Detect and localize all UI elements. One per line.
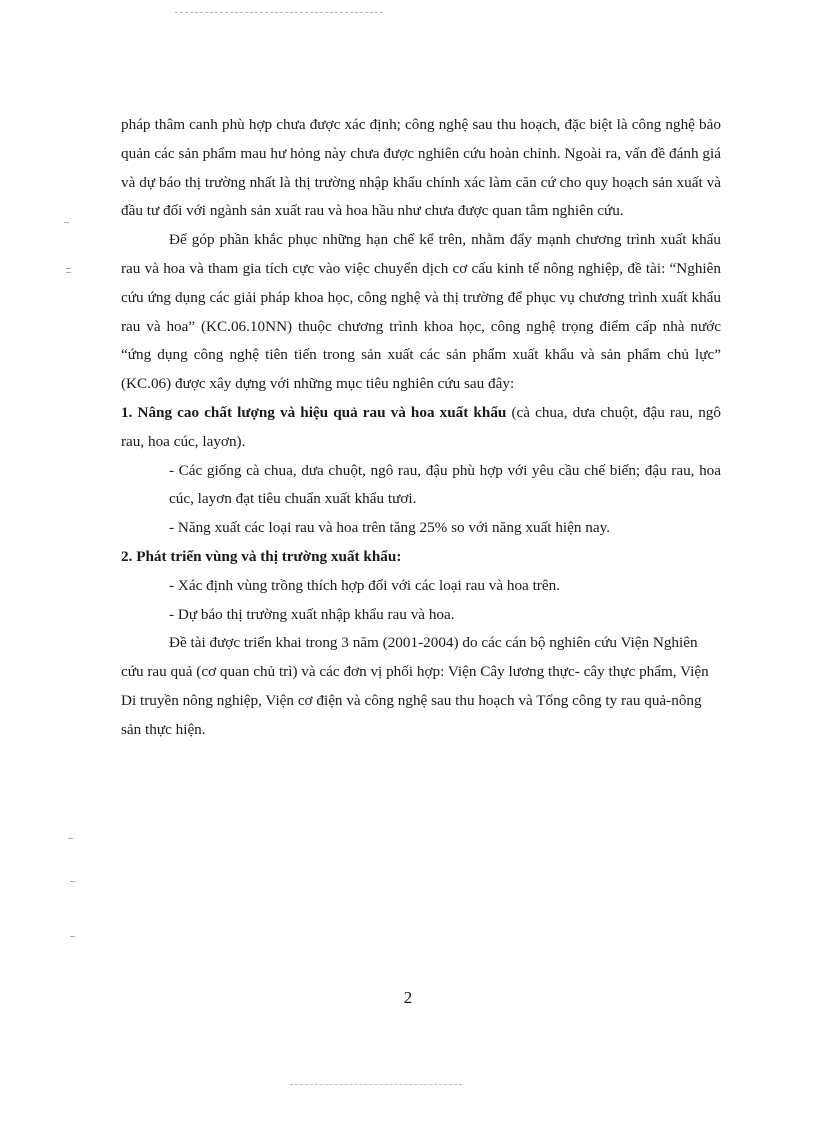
goal-1-detail: (cà chua, dưa chuột, đậu rau, ngô rau, hoa cúc, layơn). [121,403,721,450]
paragraph-continuation: pháp thâm canh phù hợp chưa được xác định; công nghệ sau thu hoạch, đặc biệt là công nghệ bảo quản các sản phẩm mau hư hỏng này chưa được nghiên cứu hoàn chỉnh. Ngoài ra, vấn đề đánh giá và dự báo thị trường nhất là thị trường nhập khẩu chính xác làm căn cứ cho quy hoạch sản xuất và đầu tư đối với ngành sản xuất rau và hoa hầu như chưa được quan tâm nghiên cứu. [121,116,721,220]
page-number: 2 [403,988,413,1007]
goal-2-item: - Xác định vùng trồng thích hợp đối với các loại rau và hoa trên. [169,576,560,594]
goal-1-item: - Các giống cà chua, dưa chuột, ngô rau, đậu phù hợp với yêu cầu chế biến; đậu rau, hoa cúc, layơn đạt tiêu chuẩn xuất khẩu tươi. [169,461,721,508]
goal-2-heading: 2. Phát triển vùng và thị trường xuất khẩu: [121,547,402,565]
margin-speck [68,838,73,839]
body-text [121,111,721,745]
margin-speck [70,881,75,882]
margin-speck [70,936,75,937]
paragraph-closing: Đề tài được triển khai trong 3 năm (2001-2004) do các cán bộ nghiên cứu Viện Nghiên cứu rau quả (cơ quan chủ trì) và các đơn vị phối hợp: Viện Cây lương thực- cây thực phẩm, Viện Di truyền nông nghiệp, Viện cơ điện và công nghệ sau thu hoạch và Tổng công ty rau quả-nông sản thực hiện. [121,634,709,738]
paragraph-project-intro: Để góp phần khắc phục những hạn chế kể trên, nhằm đẩy mạnh chương trình xuất khẩu rau và hoa và tham gia tích cực vào việc chuyển dịch cơ cấu kinh tế nông nghiệp, đề tài: “Nghiên cứu ứng dụng các giải pháp khoa học, công nghệ và thị trường để phục vụ chương trình xuất khẩu rau và hoa” (KC.06.10NN) thuộc chương trình khoa học, công nghệ trọng điểm cấp nhà nước “ứng dụng công nghệ tiên tiến trong sản xuất các sản phẩm xuất khẩu và sản phẩm chủ lực” (KC.06) được xây dựng với những mục tiêu nghiên cứu sau đây: [121,231,721,393]
margin-speck [64,222,69,223]
scan-artifact-top [175,12,383,13]
scan-artifact-bottom [290,1084,462,1085]
goal-2-item: - Dự báo thị trường xuất nhập khẩu rau và hoa. [169,605,455,623]
margin-speck [66,272,71,273]
margin-speck [66,268,71,269]
goal-1-item: - Năng xuất các loại rau và hoa trên tăng 25% so với năng xuất hiện nay. [169,519,611,537]
goal-1 [121,399,721,457]
goal-1-heading: 1. Nâng cao chất lượng và hiệu quả rau và hoa xuất khẩu [121,403,507,421]
